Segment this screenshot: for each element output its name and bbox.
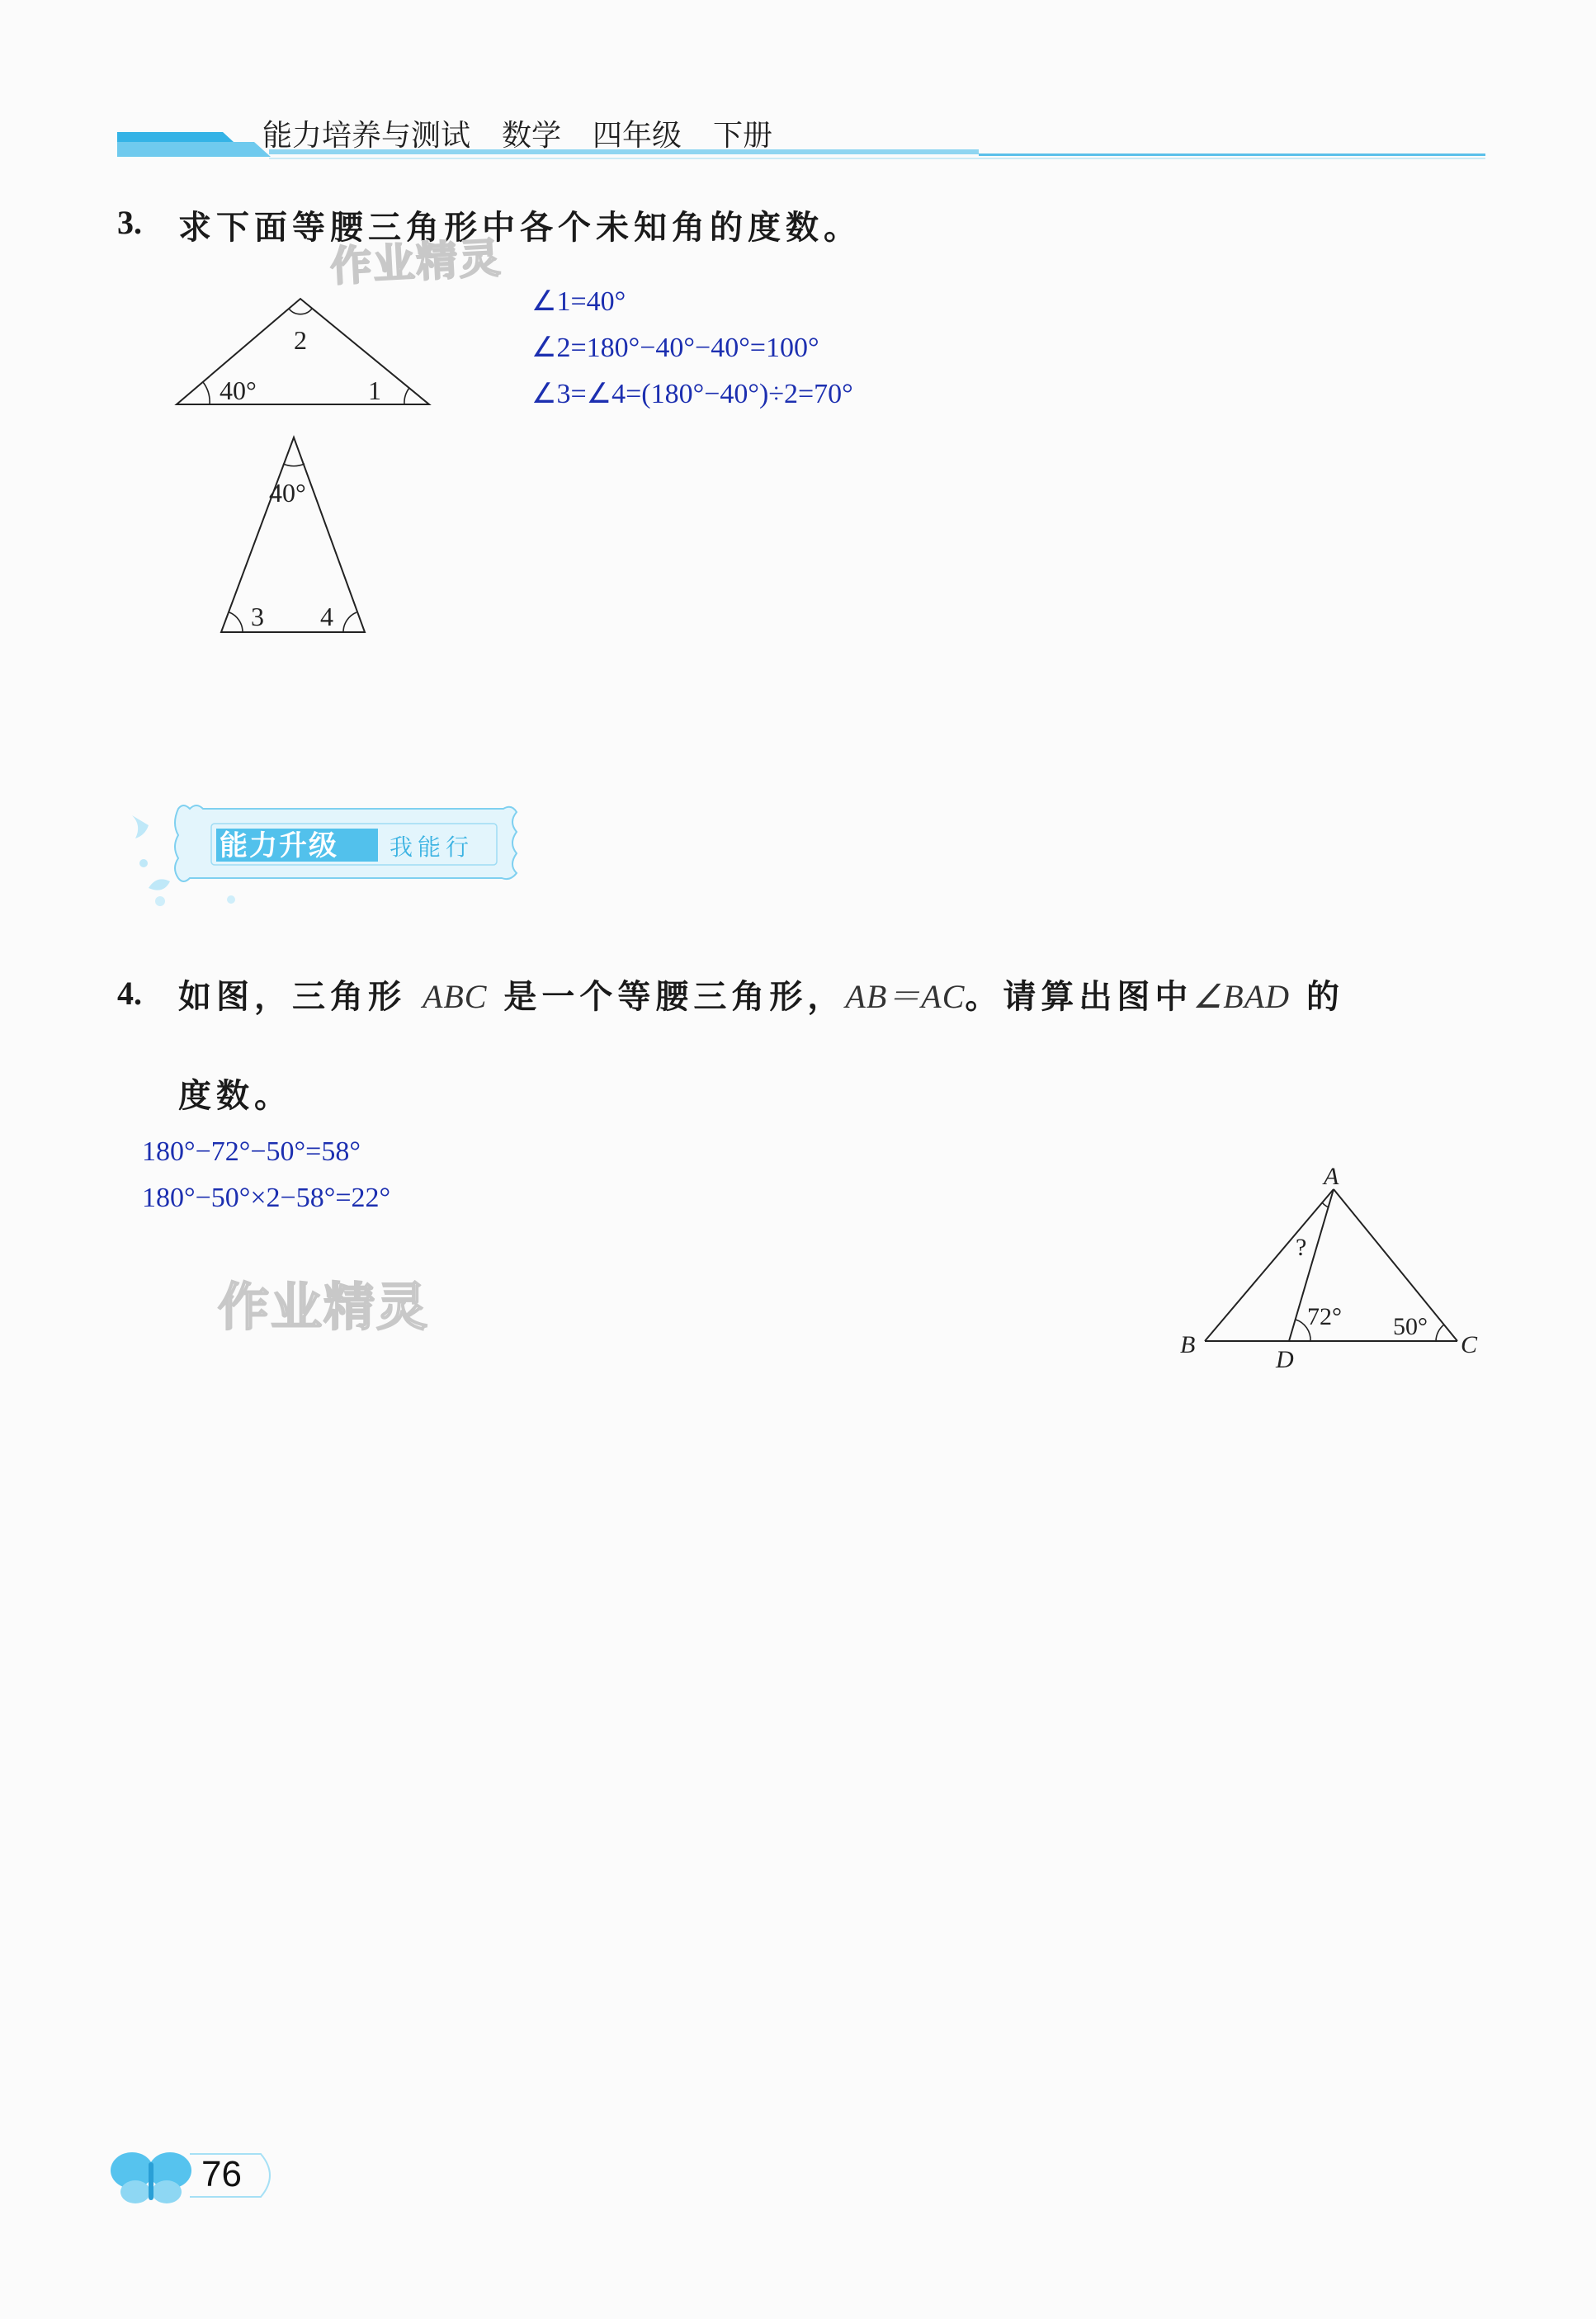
q4-text-d: 的 [1306, 978, 1344, 1016]
fig-question-mark: ? [1296, 1234, 1307, 1261]
q4-math-abc: ABC [422, 978, 488, 1015]
butterfly-icon [99, 2142, 281, 2208]
q4-text [178, 971, 1344, 1018]
q3-answer-1: ∠1=40° [531, 286, 626, 317]
tri2-label-3: 3 [251, 602, 264, 631]
q4-text-b: 是一个等腰三角形， [503, 978, 846, 1016]
watermark-mid: 作业精灵 [218, 1277, 430, 1337]
q4-number: 4. [117, 975, 142, 1012]
tri1-label-1: 1 [368, 375, 381, 405]
q4-math-ab-ac: AB＝AC [845, 978, 966, 1015]
q4-answer-2: 180°−50°×2−58°=22° [142, 1183, 391, 1213]
tri2-label-4: 4 [320, 602, 333, 631]
q4-text-a: 如图，三角形 [178, 978, 406, 1016]
q3-answers [531, 279, 853, 418]
header-grade: 四年级 [593, 119, 682, 153]
tri2-apex-40: 40° [269, 478, 306, 508]
section-banner [124, 792, 528, 908]
section-title: 能力升级 [220, 829, 338, 862]
watermark-top: 作业精灵 [328, 234, 503, 291]
tri1-label-2: 2 [294, 325, 307, 355]
q4-figure [1172, 1160, 1502, 1374]
fig-angle-72: 72° [1307, 1303, 1342, 1330]
q3-number: 3. [117, 204, 142, 241]
header-subject: 数学 [502, 119, 562, 153]
fig-label-b: B [1180, 1331, 1196, 1358]
q3-answer-2: ∠2=180°−40°−40°=100° [531, 333, 819, 363]
section-subtitle: 我能行 [390, 834, 475, 861]
page-number: 76 [201, 2154, 242, 2194]
q4-math-bad: ∠BAD [1192, 978, 1291, 1015]
fig-angle-50: 50° [1393, 1313, 1428, 1340]
fig-label-a: A [1324, 1163, 1339, 1190]
header-title [262, 112, 804, 154]
q3-text: 求下面等腰三角形中各个未知角的度数。 [178, 209, 862, 247]
header-volume: 下册 [713, 119, 773, 153]
q3-answer-3: ∠3=∠4=(180°−40°)÷2=70° [531, 379, 853, 409]
q4-text-c: 。请算出图中 [965, 978, 1193, 1016]
q4-answers [142, 1129, 390, 1221]
q3-triangle-1 [165, 289, 446, 413]
tri1-angle-40: 40° [220, 375, 257, 405]
q4-text-line2: 度数。 [178, 1077, 292, 1115]
q4-answer-1: 180°−72°−50°=58° [142, 1136, 361, 1167]
q3-triangle-2 [215, 429, 380, 639]
fig-label-d: D [1276, 1346, 1294, 1373]
header-book: 能力培养与测试 [262, 119, 471, 153]
fig-label-c: C [1461, 1331, 1478, 1358]
